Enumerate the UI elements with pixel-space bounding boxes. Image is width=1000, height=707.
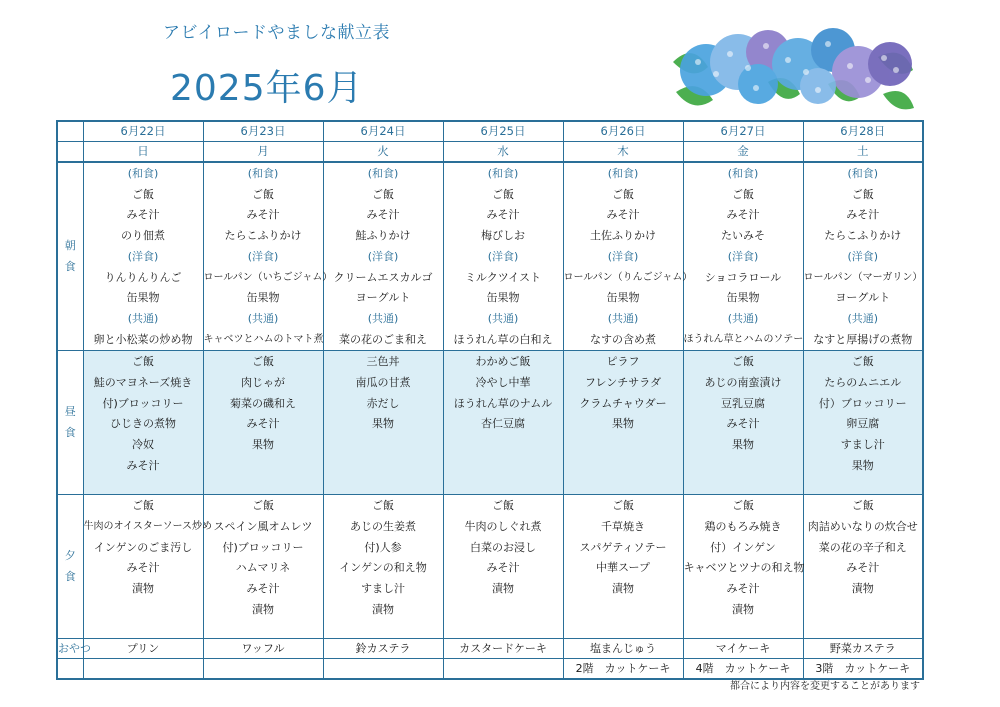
- menu-item: (共通): [847, 311, 879, 325]
- menu-item: みそ汁: [606, 208, 640, 222]
- breakfast-cell: [683, 162, 803, 351]
- menu-item: 付)ブロッコリー: [102, 396, 184, 410]
- menu-item: 果物: [612, 417, 634, 431]
- menu-item: たらこふりかけ: [224, 229, 302, 243]
- menu-item: ご飯: [132, 355, 154, 369]
- menu-item: (共通): [367, 311, 399, 325]
- lunch-row: [57, 351, 923, 495]
- menu-item: 菜の花のごま和え: [339, 332, 427, 346]
- menu-item: たらのムニエル: [824, 376, 902, 390]
- menu-item: ご飯: [851, 355, 874, 369]
- lunch-cell: [683, 351, 803, 495]
- menu-item: 中華スープ: [596, 561, 650, 575]
- menu-item: なすの含め煮: [590, 332, 656, 346]
- menu-item: ロールパン（いちごジャム）: [203, 271, 333, 283]
- menu-item: みそ汁: [846, 561, 880, 575]
- menu-item: ご飯: [732, 499, 754, 513]
- menu-item: 冷奴: [132, 438, 154, 452]
- menu-item: あじの南蛮漬け: [704, 376, 782, 390]
- snack-cell: 鈴カステラ: [323, 639, 443, 659]
- menu-item: 土佐ふりかけ: [590, 229, 656, 243]
- snack-cell: カスタードケーキ: [443, 639, 563, 659]
- date-cell: 6月25日: [443, 121, 563, 142]
- weekday-cell: 月: [203, 142, 323, 163]
- menu-item: なすと厚揚げの煮物: [813, 332, 913, 346]
- date-cell: 6月27日: [683, 121, 803, 142]
- menu-item: (和食): [727, 167, 759, 180]
- menu-item: りんりんりんご: [104, 270, 182, 284]
- lunch-cell: [803, 351, 923, 495]
- snack-cell: 塩まんじゅう: [563, 639, 683, 659]
- menu-item: (和食): [367, 167, 399, 180]
- lunch-cell: [443, 351, 563, 495]
- menu-item: ご飯: [132, 499, 154, 513]
- breakfast-cell: [83, 162, 203, 351]
- menu-item: (和食): [127, 167, 159, 180]
- weekday-row: [57, 142, 923, 163]
- menu-item: みそ汁: [726, 417, 760, 431]
- breakfast-cell: [203, 162, 333, 351]
- menu-item: ご飯: [132, 187, 154, 201]
- menu-item: (洋食): [607, 249, 639, 263]
- menu-item: すまし汁: [840, 438, 885, 452]
- menu-item: ご飯: [612, 187, 634, 201]
- menu-item: みそ汁: [246, 582, 280, 596]
- snack-row: [57, 639, 923, 659]
- menu-item: (洋食): [367, 249, 399, 263]
- menu-item: (和食): [847, 167, 879, 180]
- menu-item: 鶏のもろみ焼き: [704, 520, 782, 534]
- menu-item: クリームエスカルゴ: [333, 270, 433, 284]
- menu-item: みそ汁: [246, 417, 280, 431]
- menu-item: ご飯: [372, 499, 394, 513]
- snack-cell: マイケーキ: [683, 639, 803, 659]
- menu-item: 果物: [851, 458, 874, 472]
- menu-item: たいみそ: [721, 229, 765, 243]
- weekday-cell: 金: [683, 142, 803, 163]
- label-char: 食: [64, 259, 76, 273]
- breakfast-cell: [323, 162, 443, 351]
- extra-snack-cell: [323, 659, 443, 680]
- menu-item: スペイン風オムレツ: [213, 520, 313, 534]
- dinner-cell: [443, 495, 563, 639]
- facility-title: アビイロードやましな献立表: [163, 23, 390, 43]
- menu-item: 菊菜の磯和え: [230, 396, 296, 410]
- menu-item: インゲンの和え物: [339, 561, 427, 575]
- menu-item: 漬物: [492, 582, 514, 596]
- weekday-cell: 木: [563, 142, 683, 163]
- dinner-cell: [803, 495, 923, 639]
- menu-item: みそ汁: [126, 458, 160, 472]
- menu-item: キャベツとハムのトマト煮: [203, 333, 324, 345]
- menu-item: 肉詰めいなりの炊合せ: [807, 520, 918, 534]
- menu-item: 冷やし中華: [475, 376, 531, 390]
- extra-snack-cell: [83, 659, 203, 680]
- month-title: 2025年6月: [170, 68, 364, 109]
- menu-item: 鮭のマヨネーズ焼き: [93, 376, 193, 390]
- menu-item: (共通): [127, 311, 159, 325]
- menu-item: 漬物: [252, 602, 274, 616]
- menu-item: (和食): [607, 167, 639, 180]
- menu-item: ご飯: [252, 499, 274, 513]
- menu-item: ご飯: [732, 187, 754, 201]
- menu-item: 三色丼: [366, 355, 400, 369]
- menu-item: 缶果物: [726, 291, 760, 305]
- menu-item: (和食): [487, 167, 519, 180]
- menu-item: すまし汁: [361, 582, 405, 596]
- menu-item: ご飯: [851, 187, 874, 201]
- menu-item: ご飯: [492, 187, 514, 201]
- date-cell: 6月26日: [563, 121, 683, 142]
- menu-item: (洋食): [127, 249, 159, 263]
- menu-item: (共通): [247, 311, 279, 325]
- breakfast-cell: [803, 162, 923, 351]
- menu-item: 缶果物: [606, 291, 640, 305]
- dinner-label: [57, 495, 83, 639]
- date-cell: 6月23日: [203, 121, 323, 142]
- dinner-cell: [83, 495, 212, 639]
- menu-item: 缶果物: [126, 291, 160, 305]
- menu-item: みそ汁: [126, 208, 160, 222]
- menu-item: みそ汁: [726, 582, 760, 596]
- menu-item: ハムマリネ: [235, 561, 291, 575]
- menu-item: クラムチャウダー: [579, 396, 667, 410]
- label-char: 昼: [64, 405, 76, 419]
- menu-item: 菜の花の辛子和え: [818, 540, 907, 554]
- menu-item: みそ汁: [126, 561, 160, 575]
- menu-item: 杏仁豆腐: [481, 417, 525, 431]
- date-cell: 6月28日: [803, 121, 923, 142]
- extra-snack-cell: [443, 659, 563, 680]
- menu-item: 牛肉のオイスターソース炒め: [83, 521, 212, 533]
- menu-item: ミルクツイスト: [464, 270, 542, 284]
- snack-label: おやつ: [57, 639, 83, 659]
- date-row: [57, 121, 923, 142]
- lunch-cell: [203, 351, 323, 495]
- menu-item: 牛肉のしぐれ煮: [464, 520, 542, 534]
- hydrangea-illustration: [668, 22, 918, 114]
- menu-item: ロールパン（りんごジャム）: [563, 271, 693, 283]
- lunch-cell: [563, 351, 683, 495]
- menu-item: (和食): [247, 167, 279, 180]
- menu-item: インゲンのごま汚し: [93, 540, 193, 554]
- menu-item: ご飯: [372, 187, 394, 201]
- menu-item: 漬物: [851, 582, 874, 596]
- dinner-cell: [323, 495, 443, 639]
- corner-cell: [57, 142, 83, 163]
- menu-item: 南瓜の甘煮: [355, 376, 411, 390]
- dinner-row: [57, 495, 923, 639]
- menu-item: キャベツとツナの和え物: [683, 561, 805, 575]
- weekday-cell: 火: [323, 142, 443, 163]
- lunch-cell: [83, 351, 203, 495]
- menu-item: 千草焼き: [601, 520, 645, 534]
- menu-item: ヨーグルト: [835, 291, 891, 305]
- menu-table: [56, 120, 924, 680]
- menu-item: みそ汁: [486, 561, 520, 575]
- menu-item: 梅びしお: [481, 229, 525, 243]
- weekday-cell: 土: [803, 142, 923, 163]
- menu-item: (洋食): [847, 249, 879, 263]
- menu-item: 果物: [252, 438, 274, 452]
- date-cell: 6月22日: [83, 121, 203, 142]
- menu-item: 果物: [372, 417, 394, 431]
- menu-item: みそ汁: [246, 208, 280, 222]
- menu-item: ご飯: [732, 355, 754, 369]
- menu-item: 鮭ふりかけ: [355, 229, 411, 243]
- menu-item: 白菜のお浸し: [470, 540, 536, 554]
- menu-item: ご飯: [612, 499, 634, 513]
- breakfast-label: [57, 162, 83, 351]
- menu-item: ほうれん草とハムのソテー: [683, 333, 804, 345]
- menu-item: 漬物: [132, 582, 154, 596]
- menu-item: ピラフ: [606, 355, 640, 369]
- menu-item: ご飯: [252, 355, 274, 369]
- label-char: 食: [64, 425, 76, 439]
- menu-item: (洋食): [247, 249, 279, 263]
- snack-cell: ワッフル: [203, 639, 323, 659]
- menu-item: ご飯: [851, 499, 874, 513]
- menu-item: 缶果物: [246, 291, 280, 305]
- menu-item: 豆乳豆腐: [721, 396, 765, 410]
- menu-item: ひじきの煮物: [110, 417, 176, 431]
- menu-item: ロールパン（マーガリン）: [803, 271, 923, 283]
- menu-item: フレンチサラダ: [584, 376, 662, 390]
- menu-item: (洋食): [727, 249, 759, 263]
- menu-item: わかめご飯: [475, 355, 531, 369]
- menu-item: みそ汁: [846, 208, 880, 222]
- breakfast-cell: [563, 162, 693, 351]
- menu-item: (共通): [607, 311, 639, 325]
- menu-item: ヨーグルト: [355, 291, 411, 305]
- breakfast-row: [57, 162, 923, 351]
- lunch-cell: [323, 351, 443, 495]
- menu-item: 付)ブロッコリー: [222, 540, 304, 554]
- menu-item: 漬物: [612, 582, 634, 596]
- corner-cell: [57, 659, 83, 680]
- label-char: 食: [64, 569, 76, 583]
- extra-snack-cell: 3階 カットケーキ: [803, 659, 923, 680]
- change-notice: 都合により内容を変更することがあります: [730, 681, 920, 692]
- menu-item: 卵と小松菜の炒め物: [93, 332, 193, 346]
- menu-item: (共通): [727, 311, 759, 325]
- corner-cell: [57, 121, 83, 142]
- menu-item: 付）ブロッコリー: [818, 396, 907, 410]
- menu-item: ショコラロール: [704, 270, 782, 284]
- extra-snack-cell: 2階 カットケーキ: [563, 659, 683, 680]
- menu-item: 付）インゲン: [710, 540, 776, 554]
- weekday-cell: 水: [443, 142, 563, 163]
- extra-snack-cell: [203, 659, 323, 680]
- menu-item: 肉じゃが: [241, 376, 285, 390]
- menu-item: みそ汁: [726, 208, 760, 222]
- menu-item: (共通): [487, 311, 519, 325]
- menu-item: ご飯: [492, 499, 514, 513]
- menu-item: のり佃煮: [121, 229, 165, 243]
- dinner-cell: [203, 495, 323, 639]
- dinner-cell: [683, 495, 803, 639]
- menu-item: (洋食): [487, 249, 519, 263]
- extra-snack-cell: 4階 カットケーキ: [683, 659, 803, 680]
- snack-cell: 野菜カステラ: [803, 639, 923, 659]
- label-char: 夕: [64, 549, 76, 563]
- weekday-cell: 日: [83, 142, 203, 163]
- snack-cell: プリン: [83, 639, 203, 659]
- menu-item: 漬物: [732, 602, 754, 616]
- menu-item: 付)人参: [364, 540, 402, 554]
- lunch-label: [57, 351, 83, 495]
- date-cell: 6月24日: [323, 121, 443, 142]
- menu-item: 漬物: [372, 602, 394, 616]
- menu-item: 卵豆腐: [846, 417, 880, 431]
- menu-item: たらこふりかけ: [824, 229, 902, 243]
- menu-item: 赤だし: [366, 396, 400, 410]
- menu-item: 果物: [732, 438, 754, 452]
- menu-item: みそ汁: [366, 208, 400, 222]
- breakfast-cell: [443, 162, 563, 351]
- menu-item: スパゲティソテー: [579, 540, 667, 554]
- label-char: 朝: [64, 238, 76, 252]
- dinner-cell: [563, 495, 683, 639]
- menu-item: ほうれん草のナムル: [453, 396, 553, 410]
- menu-item: みそ汁: [486, 208, 520, 222]
- menu-item: ほうれん草の白和え: [453, 332, 553, 346]
- menu-item: 缶果物: [486, 291, 520, 305]
- menu-item: あじの生姜煮: [350, 520, 416, 534]
- menu-item: ご飯: [252, 187, 274, 201]
